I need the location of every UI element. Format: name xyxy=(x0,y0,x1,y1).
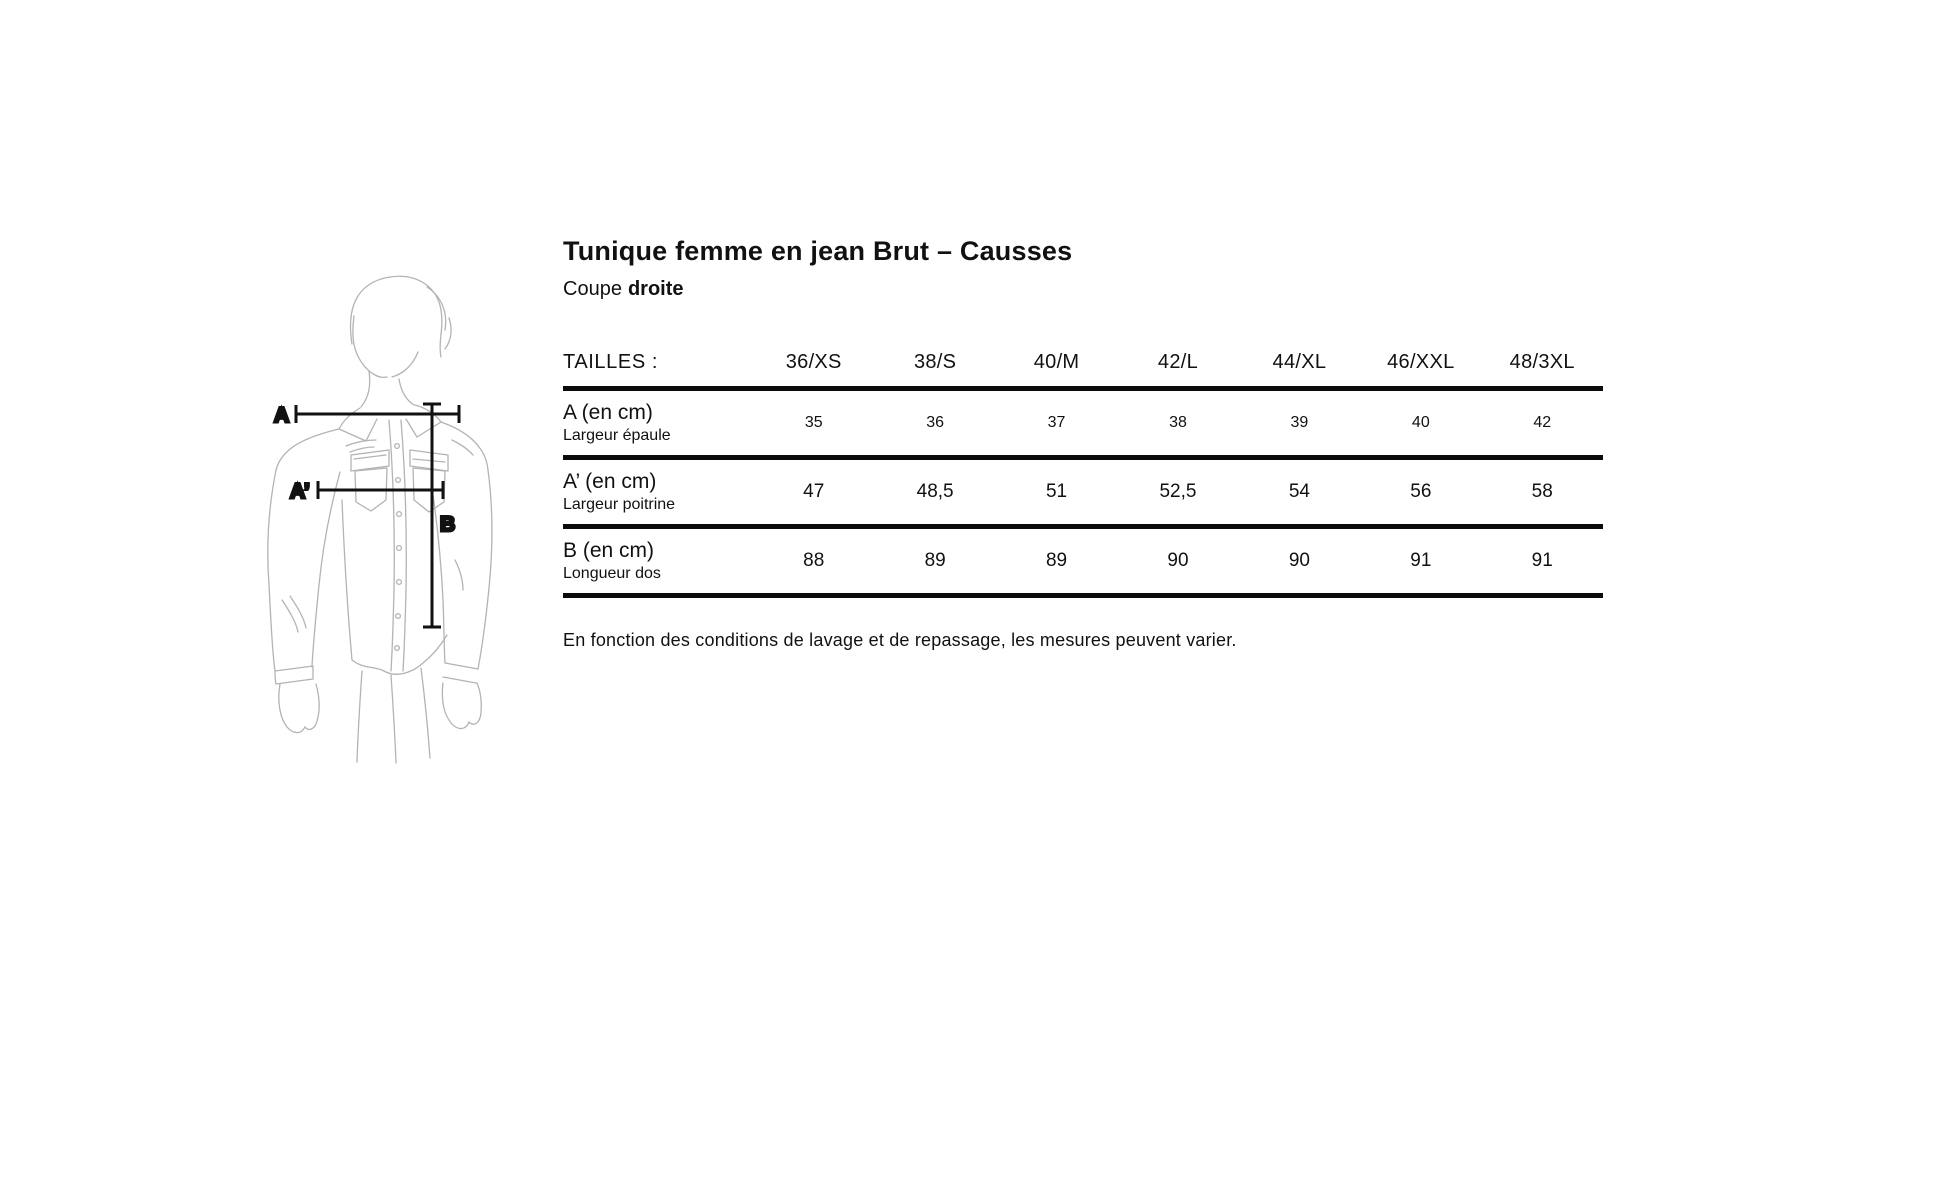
measurement-value: 58 xyxy=(1531,481,1553,502)
measurement-value: 47 xyxy=(803,481,825,502)
measurement-value: 89 xyxy=(1045,550,1068,571)
measurement-value: 90 xyxy=(1288,550,1310,571)
measurement-name: A (en cm) xyxy=(563,401,653,424)
measurement-description: Largeur épaule xyxy=(563,427,671,444)
measure-a-prime xyxy=(290,480,443,503)
measurement-value: 56 xyxy=(1410,481,1432,502)
shirt-sketch-illustration xyxy=(268,276,492,763)
measurement-row xyxy=(563,455,1603,524)
measure-a-label: A xyxy=(274,404,290,427)
measurement-row xyxy=(563,524,1603,593)
size-column-header: 40/M xyxy=(1033,350,1080,373)
measurement-values xyxy=(753,550,1603,572)
measurement-description: Longueur dos xyxy=(563,565,661,582)
size-headers xyxy=(753,351,1603,374)
measurement-value: 90 xyxy=(1167,550,1189,571)
measurement-label xyxy=(563,400,753,446)
measurement-name: B (en cm) xyxy=(563,539,655,562)
measurement-value: 88 xyxy=(803,550,825,571)
size-table-rows xyxy=(563,386,1603,593)
measurement-value: 52,5 xyxy=(1159,481,1197,502)
fit-line xyxy=(563,278,684,301)
measurement-name: A’ (en cm) xyxy=(563,470,657,493)
size-column-header: 38/S xyxy=(913,350,957,373)
garment-measurement-figure xyxy=(255,270,505,775)
measurement-value: 89 xyxy=(924,550,946,571)
size-column-header: 42/L xyxy=(1157,350,1199,373)
sizes-header-label: TAILLES : xyxy=(563,350,659,373)
size-column-header: 46/XXL xyxy=(1387,350,1455,373)
size-table-header xyxy=(563,338,1603,386)
measurement-value: 40 xyxy=(1411,414,1430,431)
size-table xyxy=(563,338,1603,598)
measurement-description: Largeur poitrine xyxy=(563,496,676,513)
page-title: Tunique femme en jean Brut – Causses xyxy=(563,236,1073,266)
size-column-header: 48/3XL xyxy=(1509,350,1575,373)
measurement-value: 36 xyxy=(926,414,945,431)
measurement-value: 35 xyxy=(804,414,823,431)
measurement-values xyxy=(753,481,1603,503)
fit-value: droite xyxy=(627,278,684,300)
measurement-values xyxy=(753,414,1603,432)
garment-sketch xyxy=(255,270,505,775)
size-column-header: 44/XL xyxy=(1272,350,1327,373)
measurement-label xyxy=(563,469,753,515)
measurement-value: 91 xyxy=(1531,550,1553,571)
measurement-label xyxy=(563,538,753,584)
fit-label: Coupe xyxy=(563,278,622,300)
measurement-row xyxy=(563,386,1603,455)
measure-a-prime-label: A’ xyxy=(290,480,310,503)
measurement-value: 38 xyxy=(1169,414,1187,431)
measure-b-label: B xyxy=(440,513,456,536)
measurement-value: 54 xyxy=(1288,481,1310,502)
measurement-note: En fonction des conditions de lavage et de repassage, les mesures peuvent varier. xyxy=(563,630,1237,650)
measurement-value: 51 xyxy=(1045,481,1068,502)
measurement-value: 91 xyxy=(1410,550,1432,571)
measurement-annotations xyxy=(274,404,459,627)
measurement-value: 39 xyxy=(1290,414,1309,431)
measurement-value: 37 xyxy=(1047,414,1066,431)
measure-b xyxy=(423,404,455,627)
size-column-header: 36/XS xyxy=(785,350,842,373)
measurement-value: 42 xyxy=(1533,414,1552,431)
measurement-value: 48,5 xyxy=(916,481,954,502)
